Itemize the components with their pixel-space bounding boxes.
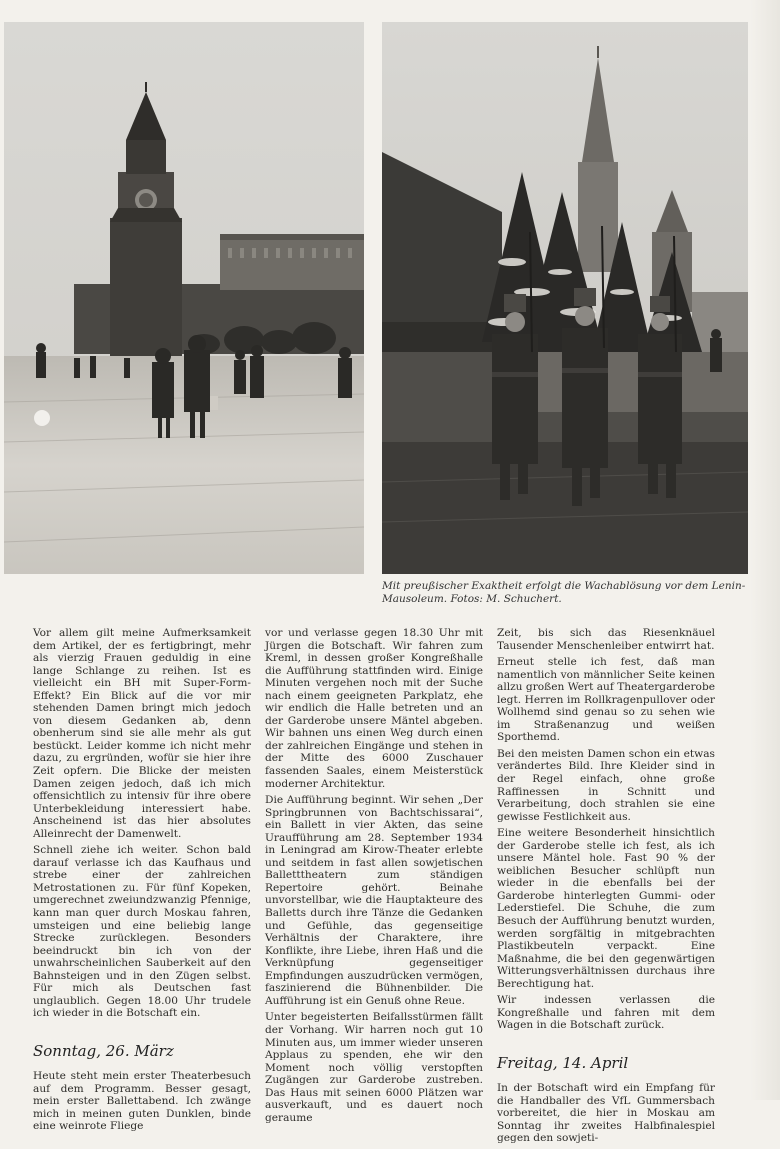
red-square-image	[4, 22, 364, 574]
paragraph: Bei den meisten Damen schon ein etwas verändertes Bild. Ihre Kleider sind in der Regel einfach, ohne große Raffinessen in Schnitt und Verarbeitung, doch strahlen sie eine gewisse Festlichkeit aus.	[497, 747, 715, 823]
text-column-3	[497, 627, 715, 1149]
date-heading: Sonntag, 26. März	[33, 1041, 174, 1060]
text-column-1	[33, 627, 251, 1137]
mausoleum-image	[382, 22, 748, 574]
photo-red-square	[4, 22, 364, 574]
paragraph: Eine weitere Besonderheit hinsichtlich der Garderobe stelle ich fest, als ich unsere Mäntel hole. Fast 90 % der weiblichen Besucher schlüpft nun wieder in die ebenfalls bei der Garderobe hinterlegten Gummi- oder Lederstiefel. Die Schuhe, die zum Besuch der Aufführung benutzt wurden, werden sorgfältig in mitgebrachten Plastikbeuteln verpackt. Eine Maßnahme, die bei den gegenwärtigen Witterungsverhältnissen durchaus ihre Berechtigung hat.	[497, 827, 715, 990]
paragraph: Unter begeisterten Beifallsstürmen fällt der Vorhang. Wir harren noch gut 10 Minuten aus, um immer wieder unseren Applaus zu spenden, ehe wir den Moment noch völlig verstopften Zugängen zur Garderobe zustreben. Das Haus mit seinen 6000 Plätzen war ausverkauft, und es dauert noch geraume	[265, 1011, 483, 1124]
paragraph: Die Aufführung beginnt. Wir sehen „Der Springbrunnen von Bachtschissarai“, ein Ballett in vier Akten, das seine Uraufführung am 28. September 1934 in Leningrad am Kirow-Theater erlebte und seitdem in fast allen sowjetischen Balletttheatern zum ständigen Repertoire gehört. Beinahe unvorstellbar, wie die Hauptakteure des Balletts durch ihre Tänze die Gedanken und Gefühle, das gegenseitige Verhältnis der Charaktere, ihre Konflikte, ihre Liebe, ihren Haß und die Verknüpfung gegenseitiger Empfindungen auszudrücken vermögen, faszinierend die Bühnenbilder. Die Aufführung ist ein Genuß ohne Reue.	[265, 794, 483, 1007]
paragraph: Wir indessen verlassen die Kongreßhalle und fahren mit dem Wagen in die Botschaft zurück.	[497, 994, 715, 1032]
photo-mausoleum-guards	[382, 22, 748, 574]
paragraph: Zeit, bis sich das Riesenknäuel Tausender Menschenleiber entwirrt hat.	[497, 627, 715, 652]
paragraph: Vor allem gilt meine Aufmerksamkeit dem Artikel, der es fertigbringt, mehr als vierzig Frauen geduldig in eine lange Schlange zu reihen. Ist es vielleicht ein BH mit Super-Form-Effekt? Ein Blick auf die vor mir stehenden Damen bringt mich jedoch von diesem Gedanken ab, denn obenherum sind sie alle mehr als gut bestückt. Leider komme ich nicht mehr dazu, zu ergründen, wofür sie hier ihre Zeit opfern. Die Blicke der meisten Damen zeigen jedoch, daß ich mich offensichtlich zu intensiv für ihre obere Unterbekleidung interessiert habe. Anscheinend ist das hier absolutes Alleinrecht der Damenwelt.	[33, 627, 251, 840]
paragraph: Heute steht mein erster Theaterbesuch auf dem Programm. Besser gesagt, mein erster Ballettabend. Ich zwänge mich in meinen guten Dunklen, binde eine weinrote Fliege	[33, 1069, 251, 1133]
paragraph: vor und verlasse gegen 18.30 Uhr mit Jürgen die Botschaft. Wir fahren zum Kreml, in dessen großer Kongreßhalle die Aufführung stattfinden wird. Einige Minuten vergehen noch mit der Suche nach einem geeigneten Parkplatz, ehe wir endlich die Halle betreten und an der Garderobe unsere Mäntel abgeben. Wir bahnen uns einen Weg durch einen der zahlreichen Eingänge und stehen in der Mitte des 6000 Zuschauer fassenden Saales, einem Meisterstück moderner Architektur.	[265, 627, 483, 790]
paragraph: In der Botschaft wird ein Empfang für die Handballer des VfL Gummersbach vorbereitet, die hier in Moskau am Sonntag ihr zweites Halbfinalespiel gegen den sowjeti-	[497, 1081, 715, 1145]
scan-edge	[750, 0, 780, 1100]
photo-caption: Mit preußischer Exaktheit erfolgt die Wachablösung vor dem Lenin-Mausoleum. Fotos: M. Schuchert.	[382, 580, 746, 605]
date-heading: Freitag, 14. April	[497, 1053, 629, 1072]
paragraph: Erneut stelle ich fest, daß man namentlich von männlicher Seite keinen allzu großen Wert auf Theatergarderobe legt. Herren im Rollkragenpullover oder Wollhemd sind genau so zu sehen wie im Straßenanzug und weißen Sporthemd.	[497, 656, 715, 744]
text-column-2	[265, 627, 483, 1128]
paragraph: Schnell ziehe ich weiter. Schon bald darauf verlasse ich das Kaufhaus und strebe einer der zahlreichen Metrostationen zu. Für fünf Kopeken, umgerechnet zweiundzwanzig Pfennige, kann man quer durch Moskau fahren, umsteigen und eine beliebig lange Strecke zurücklegen. Besonders beeindruckt bin ich von der unwahrscheinlichen Sauberkeit auf den Bahnsteigen und in den Zügen selbst. Für mich als Deutschen fast unglaublich. Gegen 18.00 Uhr trudele ich wieder in die Botschaft ein.	[33, 844, 251, 1020]
